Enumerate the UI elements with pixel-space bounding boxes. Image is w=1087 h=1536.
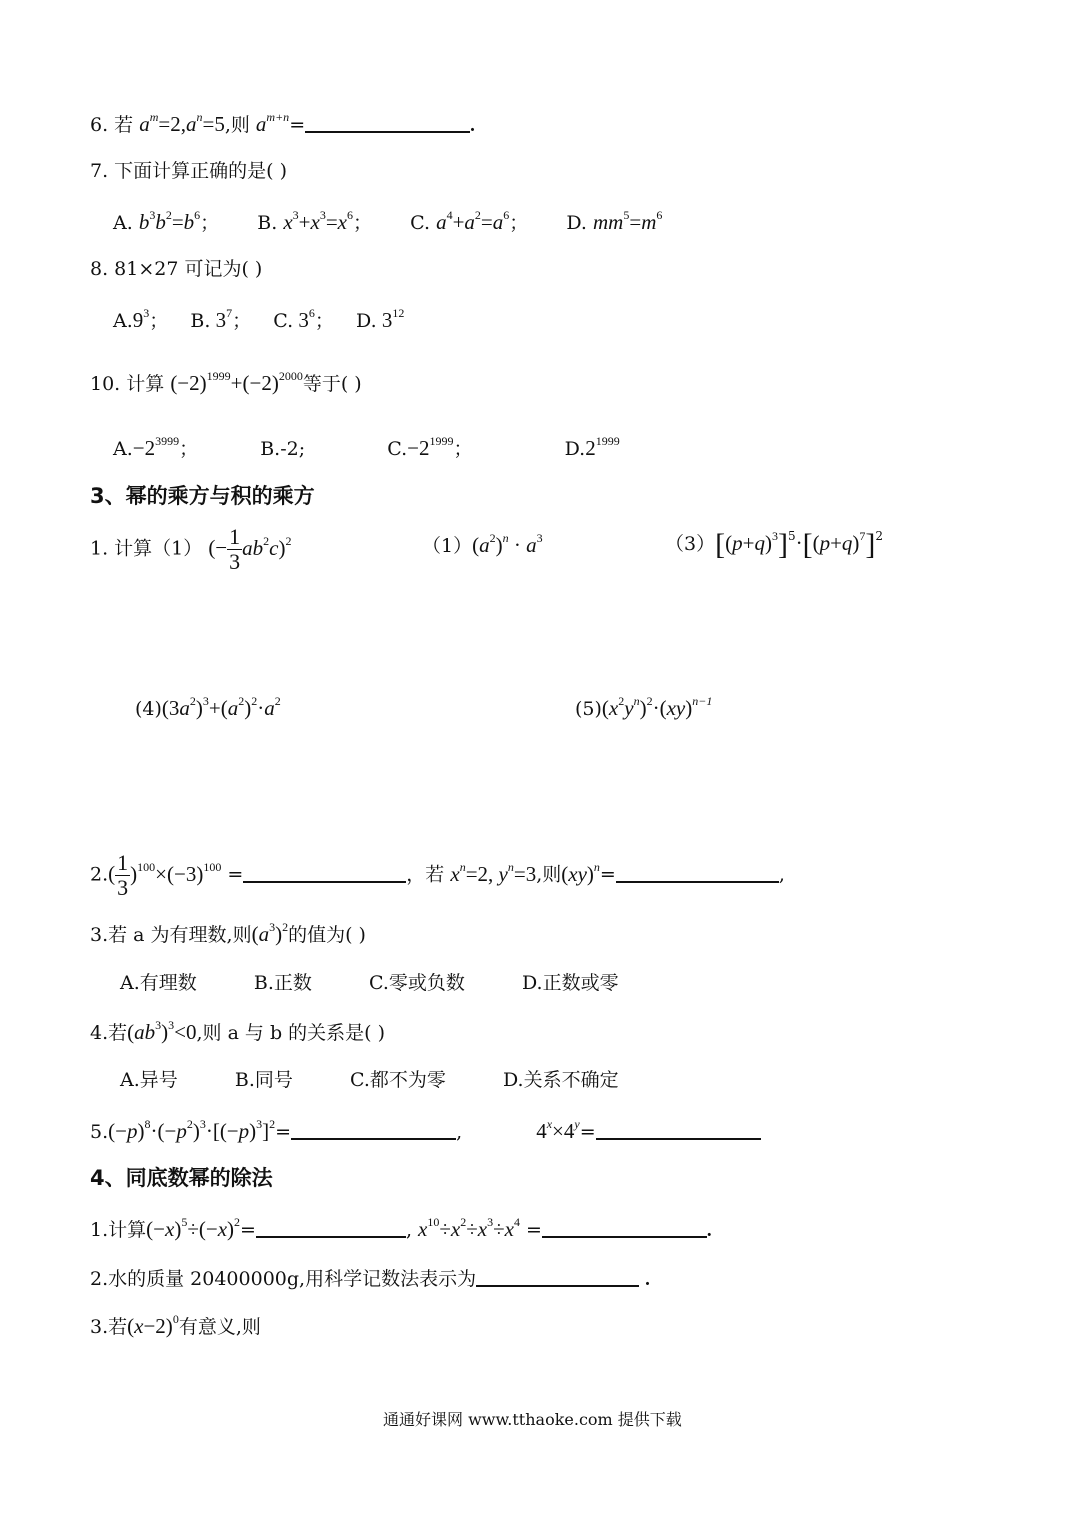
s3q4-option-d[interactable]: D.关系不确定 <box>502 1069 619 1091</box>
s3q3-option-d[interactable]: D.正数或零 <box>521 972 619 994</box>
q7-options: A. $b^3b^2=b^6$； B. $x^3+x^3=x^6$； C. $a^4+a^2=a^6$； D. $mm^5=m^6$ <box>113 208 663 234</box>
s3q1-part3: $(3)[(p+q)^3]^5\cdot[(p+q)^7]^2$ <box>665 528 884 561</box>
q8-option-a[interactable]: A. <box>113 310 133 332</box>
q10-option-d[interactable]: D. <box>564 438 586 460</box>
s3q5-answer-blank-2[interactable] <box>596 1120 761 1140</box>
q8-option-b[interactable]: B. <box>190 310 211 332</box>
s3q3-option-a[interactable]: A.有理数 <box>120 972 197 994</box>
s3q2-answer-blank-2[interactable] <box>616 863 779 883</box>
q10-option-b: -2; <box>280 438 306 460</box>
s3q4-option-a[interactable]: A.异号 <box>120 1069 178 1091</box>
q8-question: 8. 81×27 可记为( ) <box>90 258 263 280</box>
q6-answer-blank[interactable] <box>305 113 470 133</box>
q7-option-b[interactable]: B. <box>257 212 278 234</box>
q7-option-c[interactable]: C. <box>410 212 431 234</box>
s3q3-option-c[interactable]: C.零或负数 <box>368 972 465 994</box>
s4q2-line: 2.水的质量 20400000g,用科学记数法表示为 . <box>90 1268 650 1290</box>
q10-option-c[interactable]: C. <box>387 438 408 460</box>
s3q3-question: 3.若 a 为有理数,则$(a^3)^2$的值为( ) <box>90 920 366 946</box>
s4q1-line: 1.计算$(-x)^5\div(-x)^2=$ , $x^{10}\div x^2\div x^3\div x^4$ = . <box>90 1215 712 1241</box>
s3q4-option-c[interactable]: C.都不为零 <box>349 1069 446 1091</box>
q10-options: $A.-2^{3999}$； B.-2; $C.-2^{1999}$； $D.2^{1999}$ <box>113 434 620 460</box>
footer-text: 通通好课网 www.tthaoke.com 提供下载 <box>383 1410 682 1429</box>
s3q4-option-b[interactable]: B.同号 <box>234 1069 293 1091</box>
s3q4-question: 4.若$(ab^3)^3<0$,则 a 与 b 的关系是( ) <box>90 1018 386 1044</box>
s3q3-options <box>120 974 619 993</box>
q6-formula: $a^m=2,a^n=5$ <box>139 110 225 136</box>
s3q1-line: 1. 计算（1） (− $\frac{1}{3}$ $ab^2c)^2$ <box>90 524 292 574</box>
s4q1-answer-blank-1[interactable] <box>256 1218 406 1238</box>
q8-option-d[interactable]: D. <box>356 310 377 332</box>
q8-option-c[interactable]: C. <box>273 310 294 332</box>
q7-option-d[interactable]: D. <box>566 212 587 234</box>
s3q1-part4: $(4)(3a^2)^3+(a^2)^2\cdot a^2$ <box>135 694 281 720</box>
s4q1-answer-blank-2[interactable] <box>542 1218 707 1238</box>
q7-option-a[interactable]: A. <box>113 212 133 234</box>
s3q1-part5: $(5)(x^2y^n)^2\cdot(xy)^{n-1}$ <box>575 694 713 720</box>
s3q2-answer-blank-1[interactable] <box>243 863 406 883</box>
section-4-heading: 4、同底数幂的除法 <box>90 1166 273 1190</box>
q10-option-a[interactable]: A. <box>113 438 133 460</box>
fraction-one-third: $\frac{1}{3}$ <box>229 524 241 574</box>
q10-question: 10. 计算 $(-2)^{1999}+(-2)^{2000}$等于( ) <box>90 369 362 395</box>
s3q2-line: 2.( $\frac{1}{3}$ )$^{100}\times(-3)^{100}$ = ，若 $x^n=2$, $y^n=3$,则(xy)$^n$= , <box>90 850 785 900</box>
s4q3-line: 3.若$(x-2)^0$有意义,则 <box>90 1312 261 1338</box>
section-3-heading: 3、幂的乘方与积的乘方 <box>90 484 315 508</box>
q8-options: $A.9^3$； B. $3^7$； C. $3^6$； D. $3^{12}$ <box>113 306 405 332</box>
s3q5-line: $5.(-p)^8\cdot(-p^2)^3\cdot[(-p)^3]^2=$ , $4^x\times 4^y=$ <box>90 1120 761 1142</box>
q6-line: 6. 若 $a^m=2,a^n=5$,则 $a^{m+n}=$ . <box>90 110 475 136</box>
s3q4-options <box>120 1071 619 1090</box>
s3q3-option-b[interactable]: B.正数 <box>253 972 312 994</box>
s3q1-part2: $(1)(a^2)^n \cdot a^3$ <box>422 531 543 557</box>
q6-label: 6. 若 <box>90 114 134 136</box>
q7-question: 7. 下面计算正确的是( ) <box>90 160 288 182</box>
s4q2-answer-blank[interactable] <box>476 1267 639 1287</box>
s3q5-answer-blank-1[interactable] <box>291 1120 456 1140</box>
